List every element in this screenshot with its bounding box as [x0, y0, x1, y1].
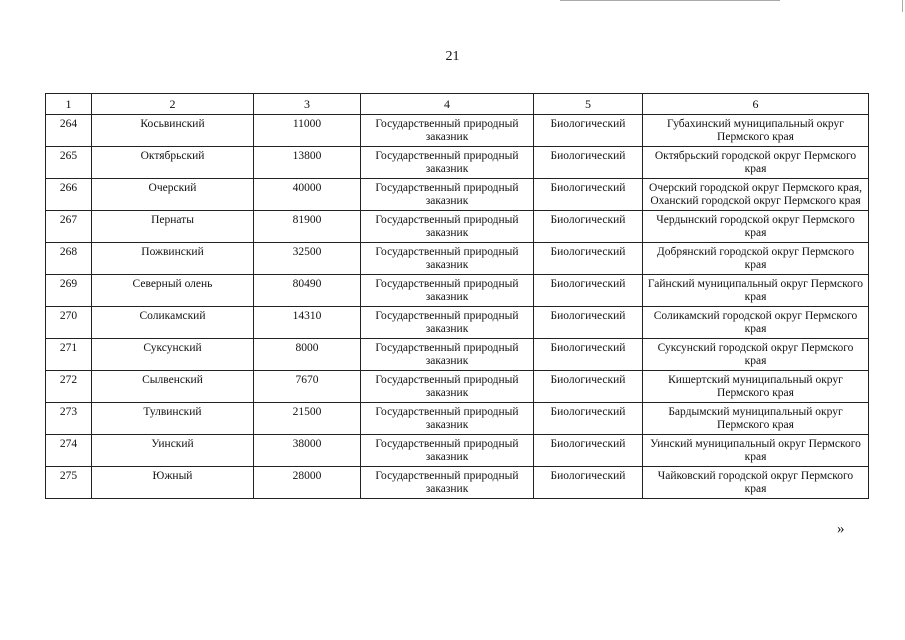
location-cell: Добрянский городской округ Пермского края [643, 243, 869, 275]
category-cell: Государственный природный заказник [361, 147, 534, 179]
reserve-name-cell: Уинский [92, 435, 254, 467]
column-header-5: 5 [534, 94, 643, 115]
area-cell: 81900 [254, 211, 361, 243]
reserve-name-cell: Суксунский [92, 339, 254, 371]
location-cell: Кишертский муниципальный округ Пермского края [643, 371, 869, 403]
area-cell: 8000 [254, 339, 361, 371]
row-number-cell: 265 [46, 147, 92, 179]
table-row [46, 403, 869, 435]
reserves-table [45, 93, 869, 499]
closing-quote-mark: » [837, 521, 845, 537]
location-cell: Бардымский муниципальный округ Пермского края [643, 403, 869, 435]
column-header-6: 6 [643, 94, 869, 115]
profile-cell: Биологический [534, 147, 643, 179]
table-row [46, 467, 869, 499]
column-header-3: 3 [254, 94, 361, 115]
profile-cell: Биологический [534, 435, 643, 467]
category-cell: Государственный природный заказник [361, 179, 534, 211]
category-cell: Государственный природный заказник [361, 403, 534, 435]
reserve-name-cell: Сылвенский [92, 371, 254, 403]
reserve-name-cell: Октябрьский [92, 147, 254, 179]
table-row [46, 115, 869, 147]
table-body [46, 115, 869, 499]
table-row [46, 179, 869, 211]
area-cell: 80490 [254, 275, 361, 307]
table-row [46, 147, 869, 179]
area-cell: 13800 [254, 147, 361, 179]
profile-cell: Биологический [534, 243, 643, 275]
area-cell: 7670 [254, 371, 361, 403]
category-cell: Государственный природный заказник [361, 115, 534, 147]
area-cell: 28000 [254, 467, 361, 499]
reserve-name-cell: Очерский [92, 179, 254, 211]
table-row [46, 371, 869, 403]
page-number: 21 [445, 49, 460, 64]
profile-cell: Биологический [534, 211, 643, 243]
area-cell: 38000 [254, 435, 361, 467]
table-row [46, 339, 869, 371]
reserve-name-cell: Южный [92, 467, 254, 499]
row-number-cell: 267 [46, 211, 92, 243]
row-number-cell: 271 [46, 339, 92, 371]
reserve-name-cell: Пернаты [92, 211, 254, 243]
category-cell: Государственный природный заказник [361, 275, 534, 307]
profile-cell: Биологический [534, 179, 643, 211]
reserve-name-cell: Тулвинский [92, 403, 254, 435]
reserve-name-cell: Соликамский [92, 307, 254, 339]
row-number-cell: 270 [46, 307, 92, 339]
area-cell: 14310 [254, 307, 361, 339]
profile-cell: Биологический [534, 403, 643, 435]
profile-cell: Биологический [534, 339, 643, 371]
location-cell: Очерский городской округ Пермского края, Оханский городской округ Пермского края [643, 179, 869, 211]
column-header-2: 2 [92, 94, 254, 115]
area-cell: 32500 [254, 243, 361, 275]
category-cell: Государственный природный заказник [361, 467, 534, 499]
location-cell: Гайнский муниципальный округ Пермского края [643, 275, 869, 307]
table-row [46, 275, 869, 307]
row-number-cell: 266 [46, 179, 92, 211]
location-cell: Чайковский городской округ Пермского края [643, 467, 869, 499]
profile-cell: Биологический [534, 115, 643, 147]
row-number-cell: 264 [46, 115, 92, 147]
table-row [46, 435, 869, 467]
area-cell: 11000 [254, 115, 361, 147]
row-number-cell: 268 [46, 243, 92, 275]
table-header [46, 94, 869, 115]
category-cell: Государственный природный заказник [361, 371, 534, 403]
location-cell: Губахинский муниципальный округ Пермского края [643, 115, 869, 147]
location-cell: Уинский муниципальный округ Пермского края [643, 435, 869, 467]
row-number-cell: 269 [46, 275, 92, 307]
reserve-name-cell: Пожвинский [92, 243, 254, 275]
area-cell: 21500 [254, 403, 361, 435]
scan-edge-mark [560, 0, 780, 1]
row-number-cell: 273 [46, 403, 92, 435]
row-number-cell: 275 [46, 467, 92, 499]
location-cell: Чердынский городской округ Пермского края [643, 211, 869, 243]
reserve-name-cell: Косьвинский [92, 115, 254, 147]
category-cell: Государственный природный заказник [361, 307, 534, 339]
row-number-cell: 274 [46, 435, 92, 467]
area-cell: 40000 [254, 179, 361, 211]
location-cell: Суксунский городской округ Пермского края [643, 339, 869, 371]
category-cell: Государственный природный заказник [361, 211, 534, 243]
category-cell: Государственный природный заказник [361, 243, 534, 275]
scan-edge-mark [902, 0, 903, 12]
category-cell: Государственный природный заказник [361, 339, 534, 371]
category-cell: Государственный природный заказник [361, 435, 534, 467]
reserve-name-cell: Северный олень [92, 275, 254, 307]
location-cell: Октябрьский городской округ Пермского края [643, 147, 869, 179]
profile-cell: Биологический [534, 307, 643, 339]
column-header-4: 4 [361, 94, 534, 115]
row-number-cell: 272 [46, 371, 92, 403]
profile-cell: Биологический [534, 275, 643, 307]
profile-cell: Биологический [534, 467, 643, 499]
table-header-row [46, 94, 869, 115]
profile-cell: Биологический [534, 371, 643, 403]
column-header-1: 1 [46, 94, 92, 115]
table-row [46, 243, 869, 275]
location-cell: Соликамский городской округ Пермского края [643, 307, 869, 339]
table-row [46, 307, 869, 339]
table-row [46, 211, 869, 243]
